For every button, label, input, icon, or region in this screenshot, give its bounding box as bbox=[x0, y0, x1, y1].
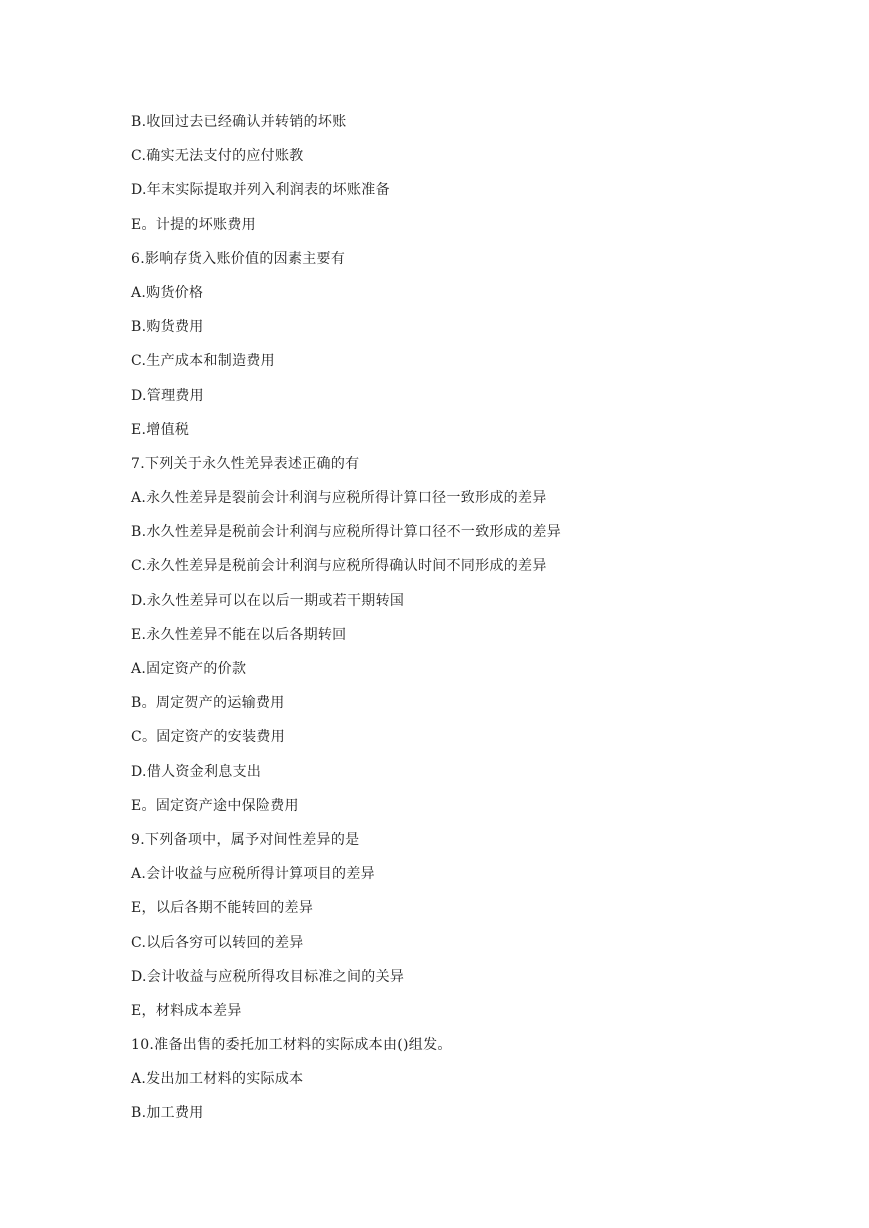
text-line: C.确实无法支付的应付账教 bbox=[131, 148, 304, 165]
text-line: A.发出加工材料的实际成本 bbox=[131, 1071, 304, 1088]
text-line: C.以后各穷可以转回的差异 bbox=[131, 934, 304, 951]
text-line: A.会计收益与应税所得计算项目的差异 bbox=[131, 866, 375, 883]
text-line: A.购货价格 bbox=[131, 284, 204, 301]
text-line: A.永久性差异是裂前会计利润与应税所得计算口径一致形成的差异 bbox=[131, 490, 547, 507]
text-lines bbox=[131, 110, 561, 1136]
text-line: D.管理费用 bbox=[131, 387, 204, 404]
question-9: 9.下列备项中，属予对间性差异的是 bbox=[131, 831, 360, 848]
text-line: D.会计收益与应税所得攻目标准之间的关异 bbox=[131, 968, 405, 985]
text-line: D.年末实际提取并列入利润表的坏账准备 bbox=[131, 182, 390, 199]
text-line: E。计提的坏账费用 bbox=[131, 216, 256, 233]
text-line: C。固定资产的安装费用 bbox=[131, 729, 286, 746]
text-line: E，材料成本差异 bbox=[131, 1002, 242, 1019]
question-7: 7.下列关于永久性羌异表述正确的有 bbox=[131, 455, 360, 472]
text-line: C.永久性差异是税前会计利润与应税所得确认时间不同形成的差异 bbox=[131, 558, 547, 575]
text-line: C.生产成本和制造费用 bbox=[131, 353, 275, 370]
text-line: D.借人资金利息支出 bbox=[131, 763, 262, 780]
text-line: B.加工费用 bbox=[131, 1105, 204, 1122]
text-line: E，以后各期不能转回的差异 bbox=[131, 900, 314, 917]
text-line: D.永久性差异可以在以后一期或若干期转国 bbox=[131, 592, 405, 609]
text-line: B.水久性差异是税前会计利润与应税所得计算口径不一致形成的差异 bbox=[131, 524, 562, 541]
text-line: E.增值税 bbox=[131, 421, 190, 438]
question-6: 6.影响存货入账价值的因素主要有 bbox=[131, 250, 346, 267]
text-line: B.收回过去已经确认并转销的坏账 bbox=[131, 114, 347, 130]
text-line: A.固定资产的价款 bbox=[131, 661, 247, 677]
text-line: B。周定贺产的运输费用 bbox=[131, 695, 285, 712]
question-10: 10.准备出售的委托加工材料的实际成本由()组发。 bbox=[131, 1037, 452, 1054]
text-line: E.永久性差异不能在以后各期转回 bbox=[131, 626, 347, 643]
text-line: E。固定资产途中保险费用 bbox=[131, 797, 299, 814]
text-line: B.购货费用 bbox=[131, 319, 204, 336]
